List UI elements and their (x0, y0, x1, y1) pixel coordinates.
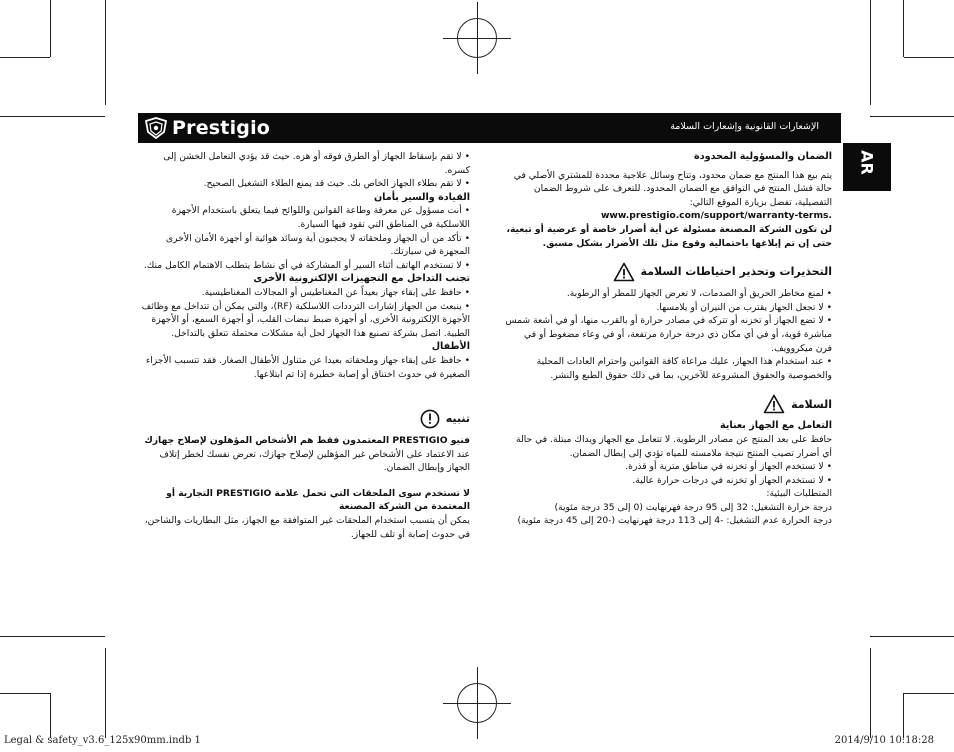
intro-item: • لا تقم بإسقاط الجهاز أو الطرق فوقه أو هزه. حيث قد يؤدي التعامل الخشن إلى كسره. (163, 151, 470, 176)
warranty-url[interactable]: www.prestigio.com/support/warranty-terms. (600, 210, 832, 222)
crop-mark (903, 693, 904, 738)
header-bar (138, 113, 841, 143)
crop-mark (870, 116, 954, 117)
intro-item: • لا تقم بطلاء الجهاز الخاص بك. حيث قد يمنع الطلاء التشغيل الصحيح. (203, 178, 470, 190)
crop-mark (870, 636, 954, 637)
notice-bold-text: فنيو PRESTIGIO المعتمدون فقط هم الأشخاص المؤهلون لإصلاح جهازك (144, 435, 470, 447)
warning-item: • لا تضع الجهاز أو تخزنه أو تتركه في مصادر حرارة أو بالقرب منها، أو في أشعة شمس مباشرة قوية، أو في أي مكان ذي درجة حرارة مرتفعة، أو في وعاء مضغوط أو في فرن ميكروويف. (505, 315, 832, 354)
crop-mark (105, 648, 106, 738)
driving-heading: القيادة والسير بأمان (373, 191, 470, 203)
safety-item: • لا تستخدم الجهاز أو تخزنه في مناطق مترية أو قذرة. (625, 461, 832, 473)
language-tab-label: AR (857, 150, 877, 175)
interference-item: • ينبعث من الجهاز إشارات الترددات اللاسلكية (RF)، والتي يمكن أن تتداخل مع وظائف الأجهزة الإلكترونية الأخرى، أو أجهزة ضبط نبضات القلب، أو أجهزة السمع، أو الأجهزة الطبية. اتصل بشركة تصنيع هذا الجهاز لحل أية مشكلات محتملة تتعلق بالتداخل. (141, 300, 470, 339)
notice-heading: تنبيه (445, 412, 470, 426)
warnings-heading-row (505, 262, 832, 282)
warranty-heading: الضمان والمسؤولية المحدودة (694, 151, 832, 162)
crop-mark (870, 648, 871, 738)
warning-item: • لا تجعل الجهاز يقترب من النيران أو يلامسها. (656, 301, 832, 313)
crop-mark (904, 693, 954, 694)
crop-mark (904, 57, 954, 58)
safety-heading-row (505, 394, 832, 414)
crop-mark (0, 116, 105, 117)
accessories-text: يمكن أن يتسبب استخدام الملحقات غير المتوافقة مع الجهاز، مثل البطاريات والشاحن، في حدوث إصابة أو تلف للجهاز. (144, 515, 470, 540)
warning-triangle-icon (613, 262, 635, 282)
left-column (140, 150, 470, 541)
registration-line (477, 2, 478, 74)
page-title: الإشعارات القانونية وإشعارات السلامة (670, 121, 819, 132)
warranty-text: يتم بيع هذا المنتج مع ضمان محدود، وتتاح وسائل علاجية محددة للمشتري الأصلي في حالة فشل المنتج في التوافق مع الضمان المحدود. للتعرف على شروط الضمان التفصيلية، تفضل بزيارة الموقع التالي: www.prestigio.com/support/warranty-terms. (513, 169, 832, 222)
driving-item: • تأكد من أن الجهاز وملحقاته لا يحجبون أية وسائد هوائية أو أجهزة الأمان الأخرى المجهزة في سيارتك. (165, 232, 470, 258)
safety-item: • لا تستخدم الجهاز أو تخزنه في درجات حرارة عالية. (632, 474, 832, 486)
env-line: درجة حرارة التشغيل: 32 إلى 95 درجة فهرنهايت (0 إلى 35 درجة مئوية) (554, 501, 832, 513)
language-tab (843, 143, 891, 191)
env-heading: المتطلبات البيئية: (766, 488, 832, 500)
driving-item: • لا تستخدم الهاتف أثناء السير أو المشاركة في أي نشاط يتطلب الاهتمام الكامل منك. (143, 259, 470, 271)
crop-mark (0, 636, 105, 637)
prestigio-shield-icon (144, 117, 168, 139)
crop-mark (903, 0, 904, 57)
warnings-heading: التحذيرات وتحذير احتياطات السلامة (640, 265, 832, 279)
exclamation-circle-icon (420, 409, 440, 429)
crop-mark (0, 693, 50, 694)
brand-name: Prestigio (172, 117, 271, 139)
interference-item: • حافظ على إبقاء جهاز بعيداً عن المغناطيس أو المجالات المغناطيسية. (201, 286, 470, 298)
registration-line (477, 667, 478, 739)
warning-item: • لمنع مخاطر الحريق أو الصدمات، لا تعرض الجهاز للمطر أو الرطوبة. (566, 288, 832, 300)
warranty-liability: لن تكون الشركة المصنعة مسئولة عن أية أضرار خاصة أو عرضية أو تبعية، حتى إن تم إبلاغها باحتمالية وقوع مثل تلك الأضرار بشكل مسبق. (506, 223, 832, 249)
safety-text: حافظ على بعد المنتج عن مصادر الرطوبة. لا تتعامل مع الجهاز ويداك مبتلة. في حالة أي أضرار تصيب المنتج نتيجة ملامسته للمياه تؤدي إلى إبطال الضمان. (516, 433, 832, 459)
driving-item: • أنت مسؤول عن معرفة وطاعة القوانين واللوائح فيما يتعلق باستخدام الأجهزة اللاسلكية في المناطق التي تقود فيها السيارة. (171, 205, 470, 230)
children-text: • حافظ على إبقاء جهاز وملحقاته بعيدا عن متناول الأطفال الصغار. فقد تتسبب الأجزاء الصغيرة في حدوث اختناق أو إصابة خطيرة إذا تم ابتلاعها. (145, 354, 470, 380)
right-column (505, 150, 832, 528)
safety-heading: السلامة (791, 397, 832, 411)
warning-triangle-icon (763, 394, 785, 414)
crop-mark (0, 57, 50, 58)
footer-timestamp: 2014/9/10 10:18:28 (834, 735, 934, 746)
children-heading: الأطفال (431, 341, 470, 353)
crop-mark (105, 0, 106, 105)
env-line: درجة الحرارة عدم التشغيل: -4 إلى 113 درجة فهرنهايت (-20 إلى 45 درجة مئوية) (517, 515, 832, 527)
footer-file-label: Legal & safety_v3.6_125x90mm.indb 1 (4, 735, 201, 746)
crop-mark (870, 0, 871, 105)
warning-item: • عند استخدام هذا الجهاز، عليك مراعاة كافة القوانين واحترام العادات المحلية والخصوصية والحقوق المشروعة للآخرين، بما في ذلك حقوق الطبع والنشر. (536, 356, 832, 381)
prestigio-logo (144, 116, 270, 140)
crop-mark (50, 693, 51, 738)
notice-text: عند الاعتماد على الأشخاص غير المؤهلين لإصلاح جهازك، تعرض نفسك لخطر إتلاف الجهاز وإبطال الضمان. (159, 448, 470, 474)
crop-mark (50, 0, 51, 57)
interference-heading: تجنب التداخل مع التجهيزات الإلكترونية الأخرى (253, 273, 470, 285)
accessories-heading: لا تستخدم سوى الملحقات التي تحمل علامة PRESTIGIO التجارية أو المعتمدة من الشركة المصنعة (166, 487, 470, 513)
safety-subheading: التعامل مع الجهاز بعناية (719, 420, 832, 432)
notice-heading-row (140, 409, 470, 429)
